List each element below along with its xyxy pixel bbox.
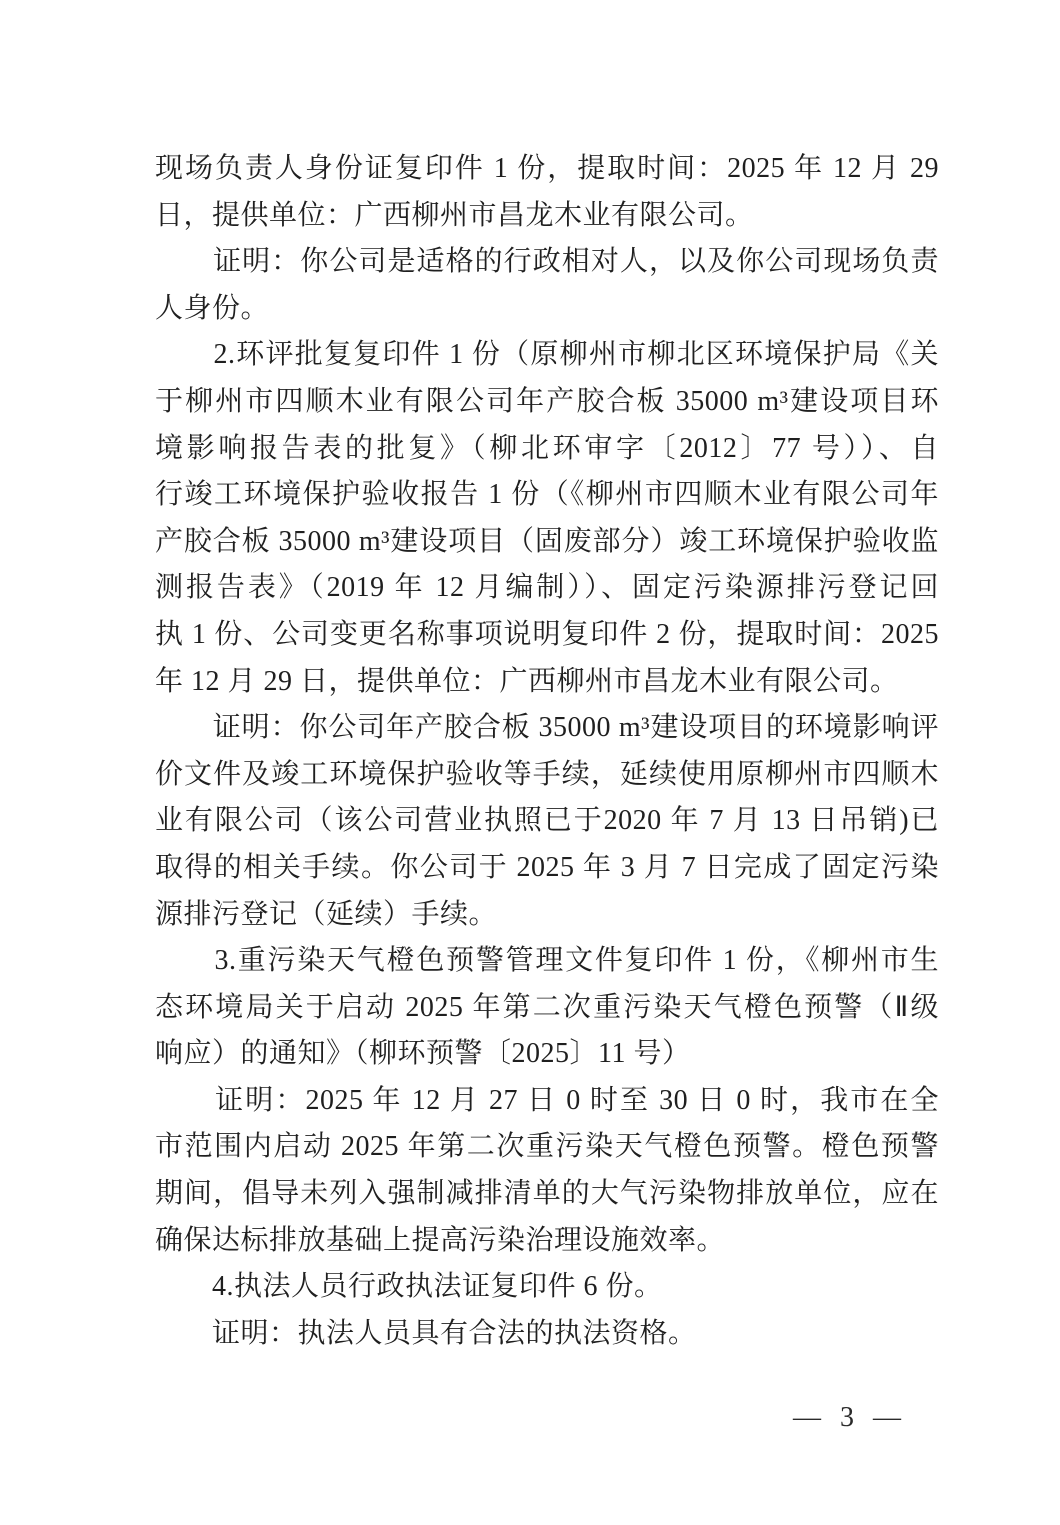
text-line: 人身份。 (155, 292, 270, 324)
text-line: 4.执法人员行政执法证复印件 6 份。 (155, 1271, 663, 1303)
text-line: 业有限公司（该公司营业执照已于2020 年 7 月 13 日吊销)已 (155, 805, 939, 837)
page-number: — 3 — (793, 1402, 907, 1433)
text-line: 证明：2025 年 12 月 27 日 0 时至 30 日 0 时，我市在全 (155, 1084, 939, 1116)
text-line: 响应）的通知》（柳环预警〔2025〕11 号） (155, 1038, 691, 1070)
text-line: 源排污登记（延续）手续。 (155, 898, 498, 930)
text-line: 期间，倡导未列入强制减排清单的大气污染物排放单位，应在 (155, 1178, 939, 1210)
text-line: 产胶合板 35000 m³建设项目（固废部分）竣工环境保护验收监 (155, 525, 939, 557)
text-line: 证明：执法人员具有合法的执法资格。 (155, 1317, 697, 1349)
text-line: 测报告表》（2019 年 12 月编制））、固定污染源排污登记回 (155, 572, 939, 604)
text-line: 现场负责人身份证复印件 1 份，提取时间：2025 年 12 月 29 (155, 153, 939, 184)
text-line: 市范围内启动 2025 年第二次重污染天气橙色预警。橙色预警 (155, 1131, 939, 1163)
document-text-block (155, 146, 939, 1357)
text-line: 确保达标排放基础上提高污染治理设施效率。 (155, 1224, 726, 1256)
text-line: 日，提供单位：广西柳州市昌龙木业有限公司。 (155, 199, 754, 231)
text-line: 于柳州市四顺木业有限公司年产胶合板 35000 m³建设项目环 (155, 385, 939, 417)
text-line: 证明：你公司年产胶合板 35000 m³建设项目的环境影响评 (155, 712, 939, 744)
text-line: 态环境局关于启动 2025 年第二次重污染天气橙色预警（Ⅱ级 (155, 991, 939, 1023)
text-line: 3.重污染天气橙色预警管理文件复印件 1 份，《柳州市生 (155, 945, 939, 977)
text-line: 境影响报告表的批复》（柳北环审字〔2012〕77 号））、自 (155, 432, 939, 464)
text-line: 取得的相关手续。你公司于 2025 年 3 月 7 日完成了固定污染 (155, 851, 939, 883)
text-line: 执 1 份、公司变更名称事项说明复印件 2 份，提取时间：2025 (155, 618, 939, 650)
text-line: 价文件及竣工环境保护验收等手续，延续使用原柳州市四顺木 (155, 758, 939, 790)
text-line: 年 12 月 29 日，提供单位：广西柳州市昌龙木业有限公司。 (155, 665, 899, 697)
text-line: 行竣工环境保护验收报告 1 份（《柳州市四顺木业有限公司年 (155, 479, 939, 511)
text-line: 证明：你公司是适格的行政相对人，以及你公司现场负责 (155, 246, 939, 278)
text-line: 2.环评批复复印件 1 份（原柳州市柳北区环境保护局《关 (155, 339, 939, 371)
